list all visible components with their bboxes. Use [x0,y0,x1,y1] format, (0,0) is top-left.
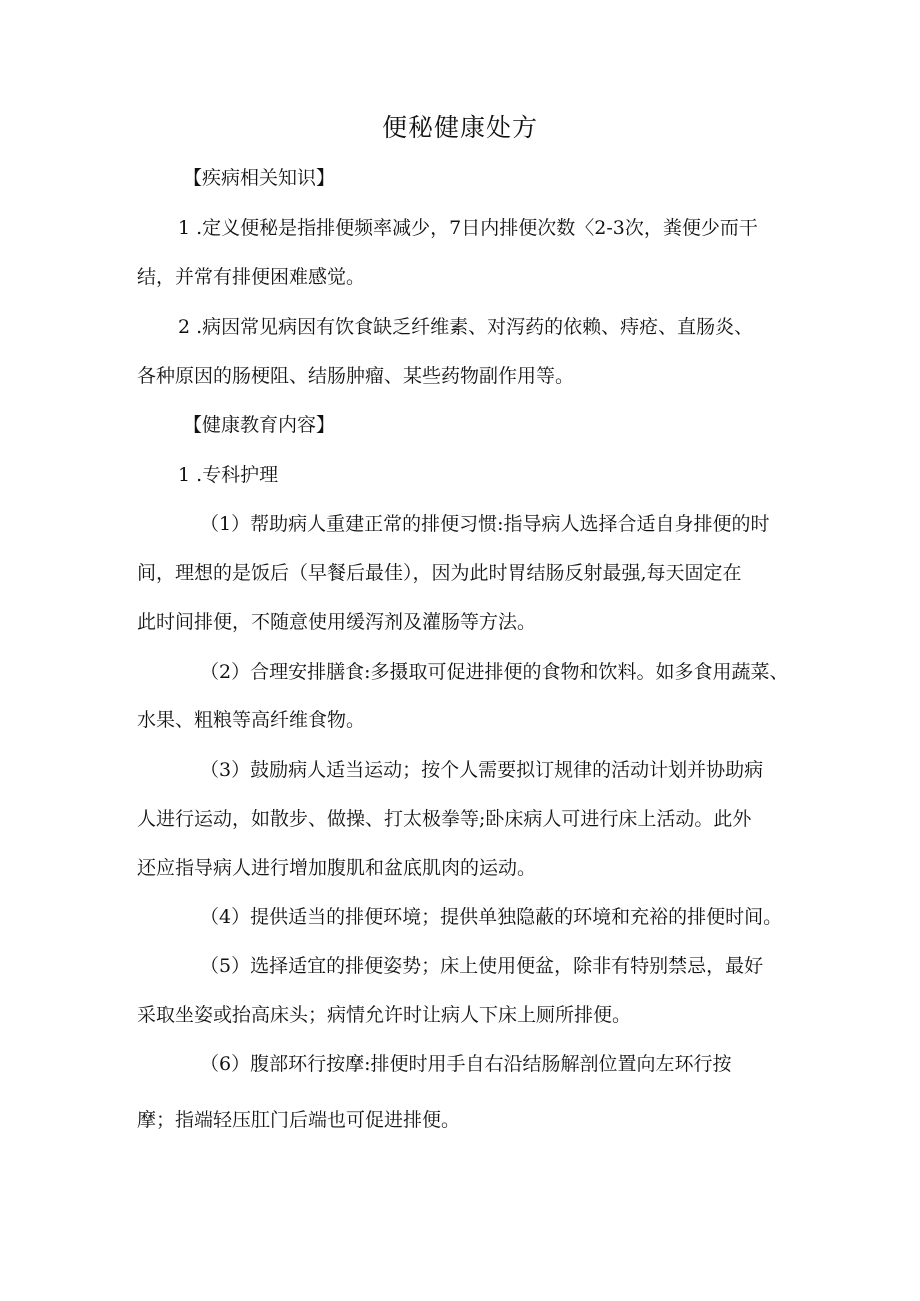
definition-line-1: 1 .定义便秘是指排便频率减少，7日内排便次数〈2-3次，粪便少而干 [178,217,758,239]
bowel-habit-line-1: （1）帮助病人重建正常的排便习惯:指导病人选择合适自身排便的时 [200,513,770,535]
exercise-line-1: （3）鼓励病人适当运动；按个人需要拟订规律的活动计划并协助病 [200,759,764,781]
massage-line-2: 摩；指端轻压肛门后端也可促进排便。 [137,1109,461,1131]
diet-line-1: （2）合理安排膳食:多摄取可促进排便的食物和饮料。如多食用蔬菜、 [200,661,789,683]
posture-line-2: 采取坐姿或抬高床头；病情允许时让病人下床上厕所排便。 [137,1004,632,1026]
specialty-care-heading: 1 .专科护理 [178,464,279,486]
section-heading-health-education: 【健康教育内容】 [183,414,336,436]
section-heading-disease-knowledge: 【疾病相关知识】 [183,167,336,189]
cause-line-2: 各种原因的肠梗阻、结肠肿瘤、某些药物副作用等。 [137,365,575,387]
definition-line-2: 结，并常有排便困难感觉。 [137,266,366,288]
bowel-habit-line-3: 此时间排便，不随意使用缓泻剂及灌肠等方法。 [137,611,537,633]
cause-line-1: 2 .病因常见病因有饮食缺乏纤维素、对泻药的依赖、痔疮、直肠炎、 [178,316,754,338]
posture-line-1: （5）选择适宜的排便姿势；床上使用便盆，除非有特别禁忌，最好 [200,955,764,977]
document-title: 便秘健康处方 [381,113,538,142]
exercise-line-3: 还应指导病人进行增加腹肌和盆底肌肉的运动。 [137,857,537,879]
diet-line-2: 水果、粗粮等高纤维食物。 [137,709,366,731]
environment-line-1: （4）提供适当的排便环境；提供单独隐蔽的环境和充裕的排便时间。 [200,906,783,928]
massage-line-1: （6）腹部环行按摩:排便时用手自右沿结肠解剖位置向左环行按 [200,1053,732,1075]
exercise-line-2: 人进行运动，如散步、做操、打太极拳等;卧床病人可进行床上活动。此外 [137,808,752,830]
bowel-habit-line-2: 间，理想的是饭后（早餐后最佳），因为此时胃结肠反射最强,每天固定在 [137,562,742,584]
